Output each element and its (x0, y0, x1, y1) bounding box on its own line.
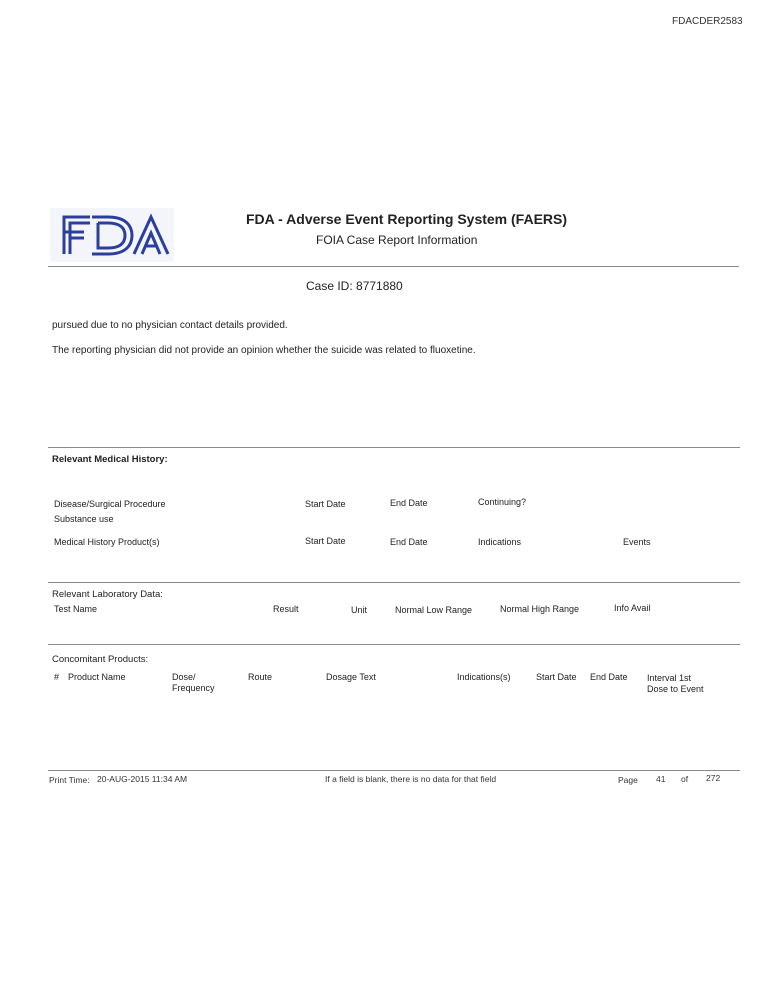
col-start-date: Start Date (305, 499, 346, 509)
print-time-value: 20-AUG-2015 11:34 AM (97, 774, 188, 784)
col-route: Route (248, 672, 273, 682)
header-divider (48, 266, 739, 267)
report-subtitle: FOIA Case Report Information (316, 233, 478, 247)
col-end-date: End Date (390, 498, 428, 508)
col-number: # (54, 672, 60, 682)
medical-history-divider (48, 447, 740, 448)
col-end-date-2: End Date (390, 537, 428, 547)
page-label: Page (618, 775, 638, 785)
concomitant-title: Concomitant Products: (52, 654, 149, 665)
concomitant-divider (48, 644, 740, 645)
case-id: Case ID: 8771880 (306, 279, 403, 293)
footer-divider (48, 770, 740, 771)
col-normal-low: Normal Low Range (395, 605, 473, 615)
print-time-label: Print Time: (49, 775, 90, 785)
col-indications-s: Indications(s) (457, 672, 511, 682)
medical-history-title: Relevant Medical History: (52, 454, 168, 465)
col-result: Result (273, 604, 299, 614)
lab-data-title: Relevant Laboratory Data: (52, 589, 163, 600)
col-con-start-date: Start Date (536, 672, 577, 682)
blank-field-note: If a field is blank, there is no data for that field (325, 774, 497, 784)
page-number: 41 (656, 774, 666, 784)
document-id: FDACDER2583 (672, 16, 743, 27)
col-normal-high: Normal High Range (500, 604, 580, 614)
col-start-date-2: Start Date (305, 536, 346, 546)
fda-logo (50, 208, 174, 262)
col-substance: Substance use (54, 514, 114, 524)
col-interval: Interval 1st Dose to Event (647, 673, 704, 694)
col-test-name: Test Name (54, 604, 98, 614)
col-indications: Indications (478, 537, 522, 547)
report-title: FDA - Adverse Event Reporting System (FAERS) (246, 211, 568, 227)
col-info-avail: Info Avail (614, 603, 651, 613)
col-dosage-text: Dosage Text (326, 672, 376, 682)
col-history-product: Medical History Product(s) (54, 537, 160, 547)
col-product-name: Product Name (68, 672, 126, 682)
narrative-line-1: pursued due to no physician contact details provided. (52, 320, 288, 331)
col-disease: Disease/Surgical Procedure (54, 499, 166, 509)
lab-data-divider (48, 582, 740, 583)
col-con-end-date: End Date (590, 672, 628, 682)
page-total: 272 (706, 773, 721, 783)
col-dose-frequency: Dose/ Frequency (172, 672, 215, 693)
col-continuing: Continuing? (478, 497, 527, 507)
col-unit: Unit (351, 605, 368, 615)
col-events: Events (623, 537, 651, 547)
of-label: of (681, 774, 689, 784)
narrative-line-2: The reporting physician did not provide an opinion whether the suicide was related to fluoxetine. (52, 345, 476, 356)
